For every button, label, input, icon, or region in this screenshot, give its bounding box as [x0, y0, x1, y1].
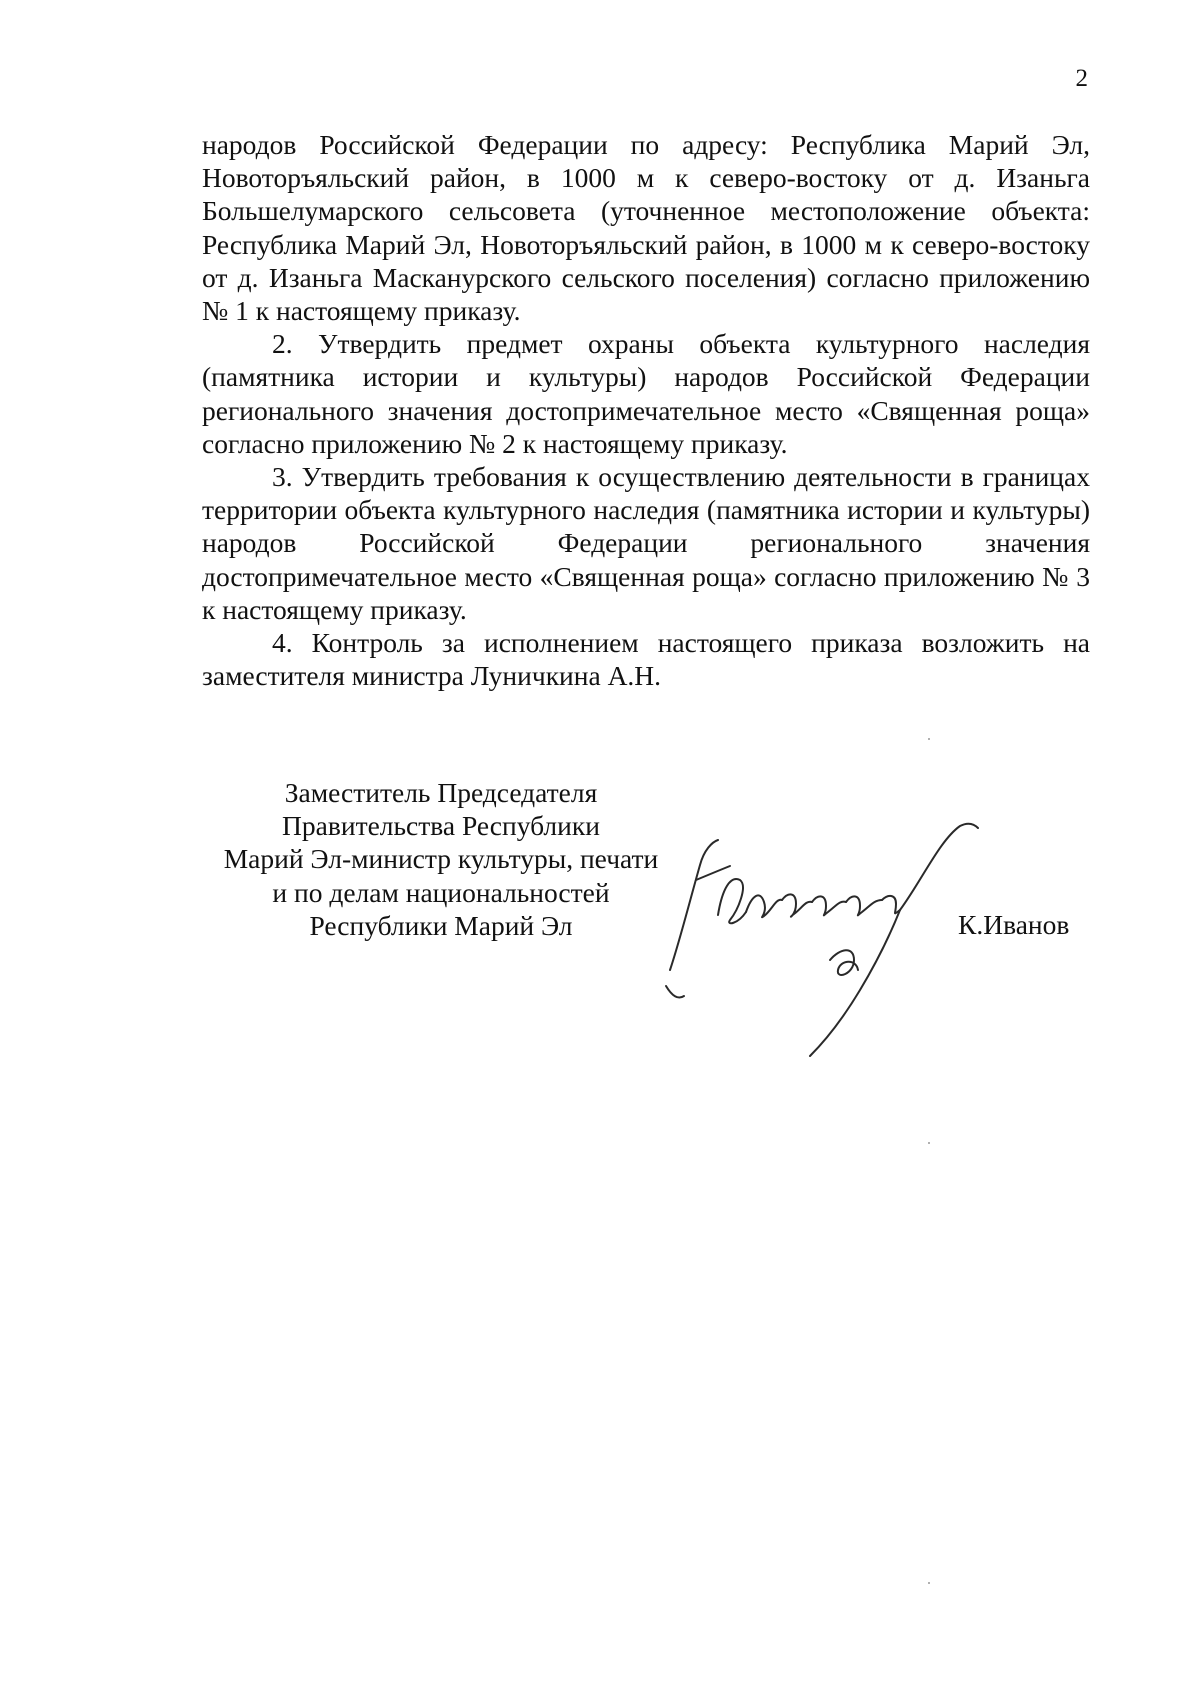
scan-speck [928, 1582, 930, 1584]
signer-name: К.Иванов [958, 909, 1070, 940]
signer-position-line: Правительства Республики [282, 810, 600, 842]
paragraph-item-3: 3. Утвердить требования к осуществлению деятельности в границах территории объекта культурного наследия (памятника истории и культуры) народов Российской Федерации регионального значения достопримечательное место «Священная роща» согласно приложению № 3 к настоящему приказу. [202, 461, 1090, 625]
document-body [202, 128, 1090, 692]
paragraph-item-2: 2. Утвердить предмет охраны объекта культурного наследия (памятника истории и культуры) народов Российской Федерации регионального значения достопримечательное место «Священная роща» согласно приложению № 2 к настоящему приказу. [202, 328, 1090, 459]
signer-position-line: Марий Эл-министр культуры, печати [223, 843, 659, 875]
signer-position-line: Республики Марий Эл [309, 909, 573, 941]
scan-speck [928, 738, 930, 740]
signer-position-line: и по делам национальностей [272, 876, 610, 908]
page-number: 2 [1075, 65, 1088, 92]
signer-position [196, 776, 686, 942]
scan-speck [928, 1142, 930, 1144]
paragraph-continuation: народов Российской Федерации по адресу: Республика Марий Эл, Новоторъяльский район, в 1000 м к северо-востоку от д. Изаньга Большелумарского сельсовета (уточненное местоположение объекта: Республика Марий Эл, Новоторъяльский район, в 1000 м к северо-востоку от д. Изаньга Масканурского сельского поселения) согласно приложению № 1 к настоящему приказу. [202, 129, 1090, 327]
paragraph-item-4: 4. Контроль за исполнением настоящего приказа возложить на заместителя министра Луничкина А.Н. [202, 627, 1090, 692]
signer-position-line: Заместитель Председателя [284, 777, 598, 808]
